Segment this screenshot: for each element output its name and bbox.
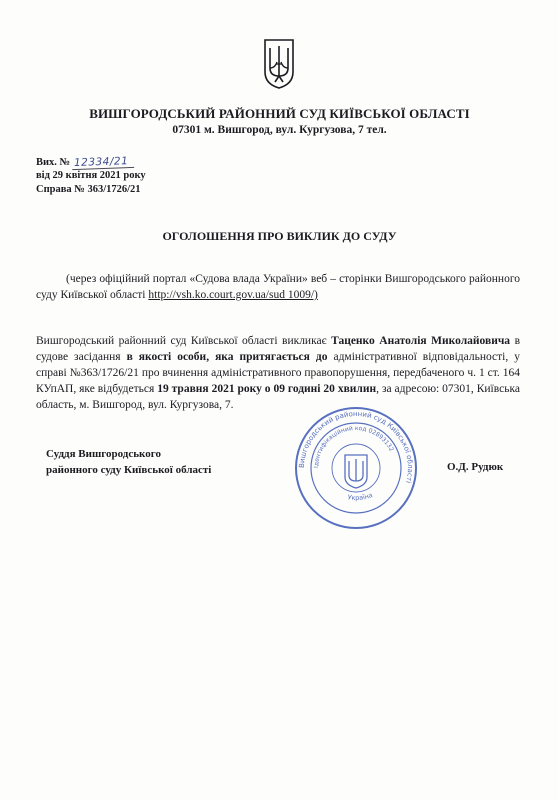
- court-name: ВИШГОРОДСЬКИЙ РАЙОННИЙ СУД КИЇВСЬКОЇ ОБЛАСТІ: [89, 106, 470, 121]
- announcement-heading: ОГОЛОШЕННЯ ПРО ВИКЛИК ДО СУДУ: [162, 229, 397, 243]
- stamp-bottom-text: Україна: [347, 490, 374, 503]
- hearing-datetime: 19 травня 2021 року о 09 годині 20 хвилин: [157, 383, 377, 395]
- ukraine-trident-icon: [263, 38, 295, 90]
- summoned-person-role: в якості особи, яка притягається до: [126, 351, 328, 363]
- stamp-trident-icon: [345, 455, 367, 488]
- handwritten-outgoing-number: 12334/21: [72, 155, 135, 170]
- body-text-part-4: , за адресою: 07301, Київська область, м. Вишгород, вул. Кургузова, 7.: [36, 383, 520, 411]
- body-text-part-3: адміністративної відповідальності, у справі №363/1726/21 про вчинення адміністративного правопорушення, передбаченого ч. 1 ст. 164 КУпАП, яке відбудеться: [36, 351, 521, 395]
- portal-note: [36, 271, 520, 303]
- body-text-part-1: Вишгородський районний суд Київської області викликає: [36, 335, 332, 347]
- stamp-inner-text: Ідентифікаційний код 02893132: [312, 424, 395, 469]
- court-address: 07301 м. Вишгород, вул. Кургузова, 7 тел.: [172, 124, 387, 136]
- judge-name: О.Д. Рудюк: [447, 461, 504, 473]
- summons-body: [36, 333, 520, 413]
- judge-title: [46, 446, 211, 478]
- judge-title-line-1: Суддя Вишгородського: [46, 448, 161, 460]
- court-seal-stamp: [293, 405, 419, 531]
- court-website-link[interactable]: http://vsh.ko.court.gov.ua/sud 1009/): [148, 289, 318, 301]
- stamp-outer-text: Вишгородський районний суд Київської області: [297, 409, 415, 485]
- case-number: Справа № 363/1726/21: [36, 184, 141, 195]
- summoned-person-name: Таценко Анатолія Миколайовича: [331, 335, 511, 347]
- body-text-part-2: в судове засідання: [36, 335, 520, 363]
- portal-note-text: (через офіційний портал «Судова влада України» веб – сторінки Вишгородського районного суду Київської області: [36, 273, 520, 301]
- outgoing-label: Вих. №: [36, 157, 71, 168]
- judge-title-line-2: районного суду Київської області: [46, 464, 212, 476]
- document-date: від 29 квітня 2021 року: [36, 170, 146, 181]
- svg-text:Україна: [347, 491, 374, 502]
- outgoing-number: [36, 156, 134, 169]
